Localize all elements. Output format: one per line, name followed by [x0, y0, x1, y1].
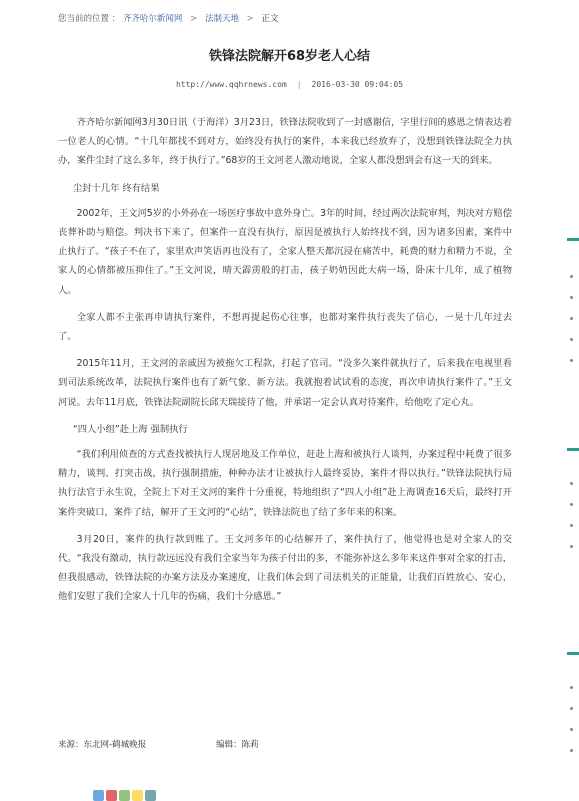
sidebar-bullet	[570, 686, 573, 689]
article-source-url: http://www.qqhrnews.com	[175, 80, 287, 89]
sidebar-bullet	[570, 296, 573, 299]
article-paragraph: 齐齐哈尔新闻网3月30日讯（于海洋）3月23日，铁锋法院收到了一封感谢信，字里行间的感恩之情表达着一位老人的心情。“十几年都找不到对方，始终没有执行的案件，本来我已经放弃了，没想到铁锋法院全力执办，案件尘封了这么多年，终于执行了。”68岁的王文河老人激动地说，全家人都没想到会有这一天的到来。	[58, 117, 512, 167]
article-datetime: 2016-03-30 09:04:05	[311, 80, 404, 89]
sidebar-bullet	[570, 728, 573, 731]
breadcrumb-section-link[interactable]: 法制天地	[204, 14, 239, 24]
article-paragraph: 全家人都不主张再申请执行案件，不想再提起伤心往事，也都对案件执行丧失了信心，一晃十几年过去了。	[58, 311, 512, 343]
sidebar-bullet	[570, 338, 573, 341]
meta-divider: |	[296, 80, 302, 89]
article-title: 铁锋法院解开68岁老人心结	[208, 49, 371, 64]
article-paragraph: 2002年，王文河5岁的小外孙在一场医疗事故中意外身亡。3年的时间，经过两次法院审判，判决对方赔偿丧葬补助与赔偿。判决书下来了，但案件一直没有执行，原因是被执行人始终找不到，因为诸多因素，案件中止执行了。“孩子不在了，家里欢声笑语再也没有了，全家人整天都沉浸在痛苦中，耗费的财力和精力不说，全家人的心情都被压抑住了。”王文河说，晴天霹雳般的打击，孩子奶奶因此大病一场，卧床十几年，成了植物人。	[58, 207, 512, 296]
source-value: 东北网-鹤城晚报	[83, 740, 147, 750]
article-paragraph: 3月20日，案件的执行款到账了。王文河多年的心结解开了，案件执行了，他觉得也是对全家人的交代。“我没有激动，执行款远远没有我们全家当年为孩子付出的多，不能弥补这么多年来这件事对全家的打击，但我很感动，铁锋法院的办案方法及办案速度，让我们体会到了司法机关的正能量，让我们百姓放心、安心，他们安慰了我们全家人十几年的伤痛，我们十分感恩。”	[58, 533, 512, 603]
breadcrumb	[58, 12, 279, 24]
breadcrumb-separator: >	[190, 14, 198, 24]
sidebar-bullet	[570, 524, 573, 527]
source-label: 来源：	[58, 740, 84, 750]
sidebar-bullet	[570, 503, 573, 506]
sidebar-bullet	[570, 707, 573, 710]
article-paragraph: “我们利用侦查的方式查找被执行人现居地及工作单位，赶赴上海和被执行人谈判，办案过程中耗费了很多精力，谈判、打突击战，执行强制措施，种种办法才让被执行人最终妥协，案件才得以执行。”铁锋法院执行局执行法官于永生说，全院上下对王文河的案件十分重视，特地组织了“四人小组”赴上海调查16天后，最终打开案件突破口，案件了结，解开了王文河的“心结”，铁锋法院也了结了多年来的积案。	[58, 449, 512, 518]
sidebar-bullet	[570, 545, 573, 548]
right-sidebar-edge	[567, 0, 579, 796]
sidebar-divider	[567, 448, 579, 451]
sidebar-divider	[567, 238, 579, 241]
article-footer	[58, 738, 259, 750]
editor-value: 陈莉	[241, 740, 259, 750]
breadcrumb-separator: >	[246, 14, 254, 24]
breadcrumb-current: 正文	[261, 14, 279, 24]
breadcrumb-home-link[interactable]: 齐齐哈尔新闻网	[122, 14, 183, 24]
article-meta	[0, 80, 579, 89]
sidebar-bullet	[570, 749, 573, 752]
editor-label: 编辑：	[216, 740, 242, 750]
article-paragraph: 2015年11月，王文河的亲戚因为被拖欠工程款，打起了官司。“没多久案件就执行了，后来我在电视里看到司法系统改革，法院执行案件也有了新气象、新方法。我就抱着试试看的态度，再次申请执行案件了。”王文河说。去年11月底，铁锋法院副院长邱天瑞接待了他，并承诺一定会认真对待案件，给他吃了定心丸。	[58, 358, 512, 408]
article-subheading: “四人小组”赴上海 强制执行	[72, 423, 188, 435]
sidebar-bullet	[570, 482, 573, 485]
sidebar-bullet	[570, 275, 573, 278]
sidebar-bullet	[570, 317, 573, 320]
sidebar-bullet	[570, 359, 573, 362]
sidebar-divider	[567, 652, 579, 655]
article-body	[58, 113, 512, 615]
article-subheading: 尘封十几年 终有结果	[72, 182, 160, 194]
breadcrumb-prefix: 您当前的位置 ：	[58, 14, 121, 24]
